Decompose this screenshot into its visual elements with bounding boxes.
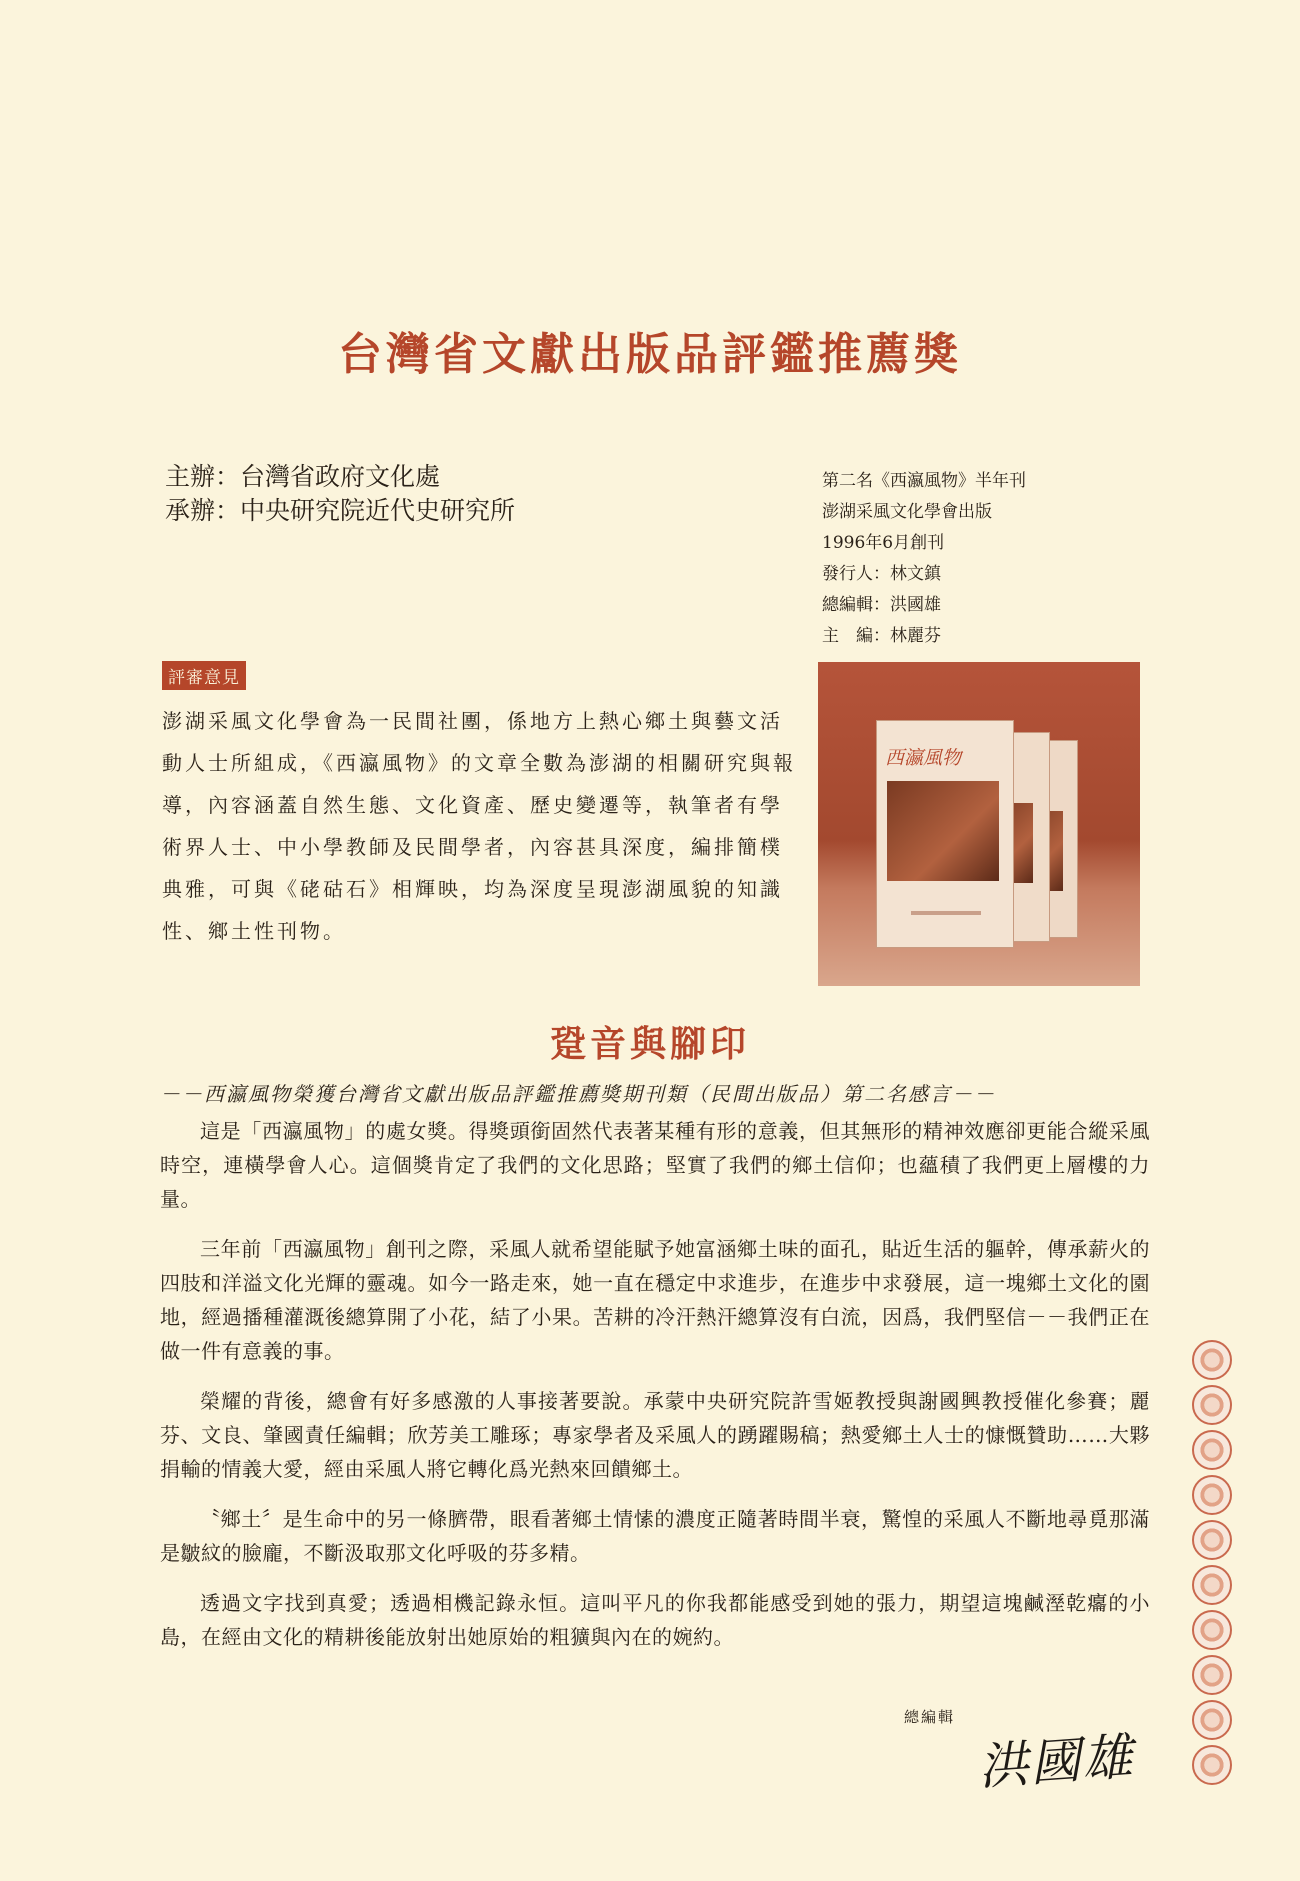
review-tag: 評審意見 xyxy=(162,661,246,690)
decorative-circle-icon xyxy=(1192,1520,1232,1560)
decorative-circle-icon xyxy=(1192,1430,1232,1470)
essay-subtitle: －－西瀛風物榮獲台灣省文獻出版品評鑑推薦獎期刊類（民間出版品）第二名感言－－ xyxy=(160,1082,996,1106)
essay-title: 跫音與腳印 xyxy=(549,1023,750,1065)
decorative-border xyxy=(1190,1340,1234,1790)
publisher: 澎湖采風文化學會出版 xyxy=(822,502,992,522)
decorative-circle-icon xyxy=(1192,1475,1232,1515)
cover-photo xyxy=(818,662,1140,986)
decorative-circle-icon xyxy=(1192,1565,1232,1605)
signature: 洪國雄 xyxy=(976,1727,1137,1797)
review-text: 澎湖采風文化學會為一民間社團，係地方上熱心鄉土與藝文活動人士所組成，《西瀛風物》的文章全數為澎湖的相關研究與報導，內容涵蓋自然生態、文化資產、歷史變遷等，執筆者有學術界人士、中小學教師及民間學者，內容甚具深度，編排簡樸典雅，可與《硓𥑮石》相輝映，均為深度呈現澎湖風貌的知識性、鄉土性刊物。 xyxy=(162,709,796,943)
decorative-circle-icon xyxy=(1192,1700,1232,1740)
essay-body xyxy=(160,1114,1150,1670)
book-cover-photo xyxy=(887,781,999,881)
essay-paragraph: 三年前「西瀛風物」創刊之際，采風人就希望能賦予她富涵鄉土味的面孔，貼近生活的軀幹，傳承薪火的四肢和洋溢文化光輝的靈魂。如今一路走來，她一直在穩定中求進步，在進步中求發展，這一塊鄉土文化的園地，經過播種灌溉後總算開了小花，結了小果。苦耕的冷汗熱汗總算沒有白流，因爲，我們堅信－－我們正在做一件有意義的事。 xyxy=(160,1237,1150,1363)
decorative-circle-icon xyxy=(1192,1385,1232,1425)
co-organizer-label: 承辦 xyxy=(165,496,216,525)
organizer-label: 主辦 xyxy=(165,462,216,491)
page-title: 台灣省文獻出版品評鑑推薦獎 xyxy=(338,329,962,380)
co-organizer-line: 承辦：中央研究院近代史研究所 xyxy=(165,496,516,525)
decorative-circle-icon xyxy=(1192,1610,1232,1650)
essay-paragraph: 〝鄉土〞是生命中的另一條臍帶，眼看著鄉土情愫的濃度正隨著時間半衰，驚惶的采風人不斷地尋覓那滿是皺紋的臉龐，不斷汲取那文化呼吸的芬多精。 xyxy=(160,1507,1150,1565)
publication-rank: 第二名《西瀛風物》半年刊 xyxy=(822,471,1026,491)
essay-paragraph: 這是「西瀛風物」的處女獎。得獎頭銜固然代表著某種有形的意義，但其無形的精神效應卻更能合縱采風時空，連橫學會人心。這個獎肯定了我們的文化思路；堅實了我們的鄉土信仰；也蘊積了我們更上層樓的力量。 xyxy=(160,1119,1150,1211)
founded-date: 1996年6月創刊 xyxy=(822,533,945,553)
publication-info xyxy=(822,466,1026,652)
organizer-value: 台灣省政府文化處 xyxy=(240,462,441,491)
co-organizer-value: 中央研究院近代史研究所 xyxy=(240,496,516,525)
decorative-circle-icon xyxy=(1192,1655,1232,1695)
book-cover-title: 西瀛風物 xyxy=(885,747,962,769)
decorative-circle-icon xyxy=(1192,1745,1232,1785)
editor-label: 總編輯 xyxy=(904,1708,956,1726)
essay-paragraph: 透過文字找到真愛；透過相機記錄永恒。這叫平凡的你我都能感受到她的張力，期望這塊鹹溼乾癟的小島，在經由文化的精耕後能放射出她原始的粗獷與內在的婉約。 xyxy=(160,1591,1150,1649)
issuer: 發行人：林文鎮 xyxy=(822,564,941,584)
front-book xyxy=(876,720,1014,948)
editor: 主 編：林麗芬 xyxy=(822,626,941,646)
organizer-line: 主辦：台灣省政府文化處 xyxy=(165,462,441,491)
organizers xyxy=(165,460,515,528)
chief-editor: 總編輯：洪國雄 xyxy=(822,595,941,615)
essay-paragraph: 榮耀的背後，總會有好多感激的人事接著要說。承蒙中央研究院許雪姬教授與謝國興教授催化參賽；麗芬、文良、肇國責任編輯；欣芳美工雕琢；專家學者及采風人的踴躍賜稿；熱愛鄉土人士的慷慨贊助……大夥捐輸的情義大愛，經由采風人將它轉化爲光熱來回饋鄉土。 xyxy=(160,1389,1150,1481)
decorative-circle-icon xyxy=(1192,1340,1232,1380)
